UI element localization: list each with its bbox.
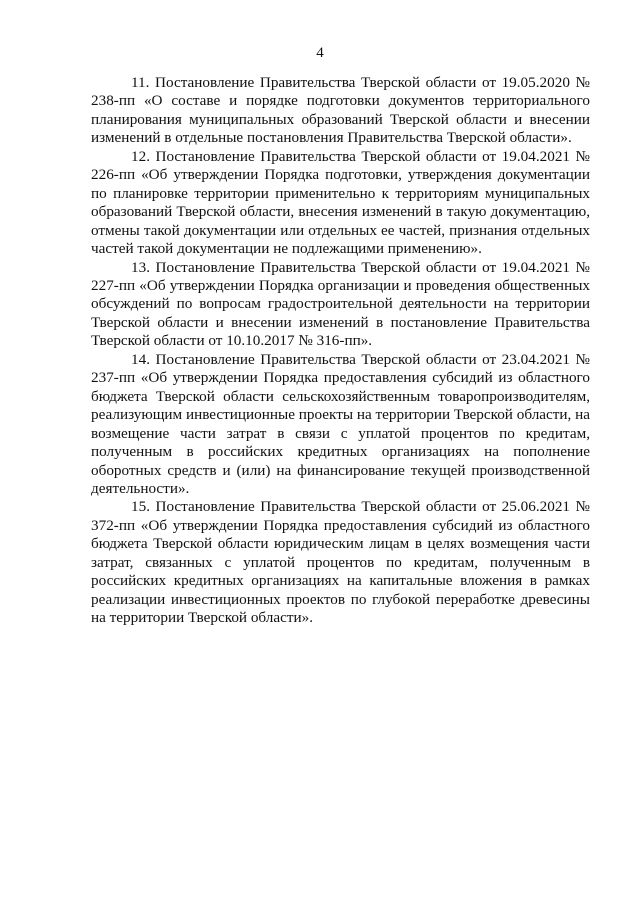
page-number: 4 — [316, 45, 324, 61]
list-item: 13. Постановление Правительства Тверской области от 19.04.2021 № 227-пп «Об утверждении Порядка организации и проведения общественных обсуждений по вопросам градостроительной деятельности на территории Тверской области и внесении изменений в постановление Правительства Тверской области от 10.10.2017 № 316-пп». — [91, 258, 590, 350]
list-item: 12. Постановление Правительства Тверской области от 19.04.2021 № 226-пп «Об утверждении Порядка подготовки, утверждения документации по планировке территории применительно к территориям муниципальных образований Тверской области, внесения изменений в такую документацию, отмены такой документации или отдельных ее частей, признания отдельных частей такой документации не подлежащими применению». — [91, 147, 590, 258]
list-item: 15. Постановление Правительства Тверской области от 25.06.2021 № 372-пп «Об утверждении Порядка предоставления субсидий из областного бюджета Тверской области юридическим лицам в целях возмещения части затрат, связанных с уплатой процентов по кредитам, полученным в российских кредитных организациях на капитальные вложения в рамках реализации инвестиционных проектов по глубокой переработке древесины на территории Тверской области». — [91, 498, 590, 627]
list-item: 14. Постановление Правительства Тверской области от 23.04.2021 № 237-пп «Об утверждении Порядка предоставления субсидий из областного бюджета Тверской области сельскохозяйственным товаропроизводителям, реализующим инвестиционные проекты на территории Тверской области, на возмещение части затрат в связи с уплатой процентов по кредитам, полученным в российских кредитных организациях на пополнение оборотных средств и (или) на финансирование текущей производственной деятельности». — [91, 350, 590, 497]
list-item: 11. Постановление Правительства Тверской области от 19.05.2020 № 238-пп «О составе и порядке подготовки документов территориального планирования муниципальных образований Тверской области и внесении изменений в отдельные постановления Правительства Тверской области». — [91, 74, 590, 147]
document-body — [91, 74, 590, 628]
